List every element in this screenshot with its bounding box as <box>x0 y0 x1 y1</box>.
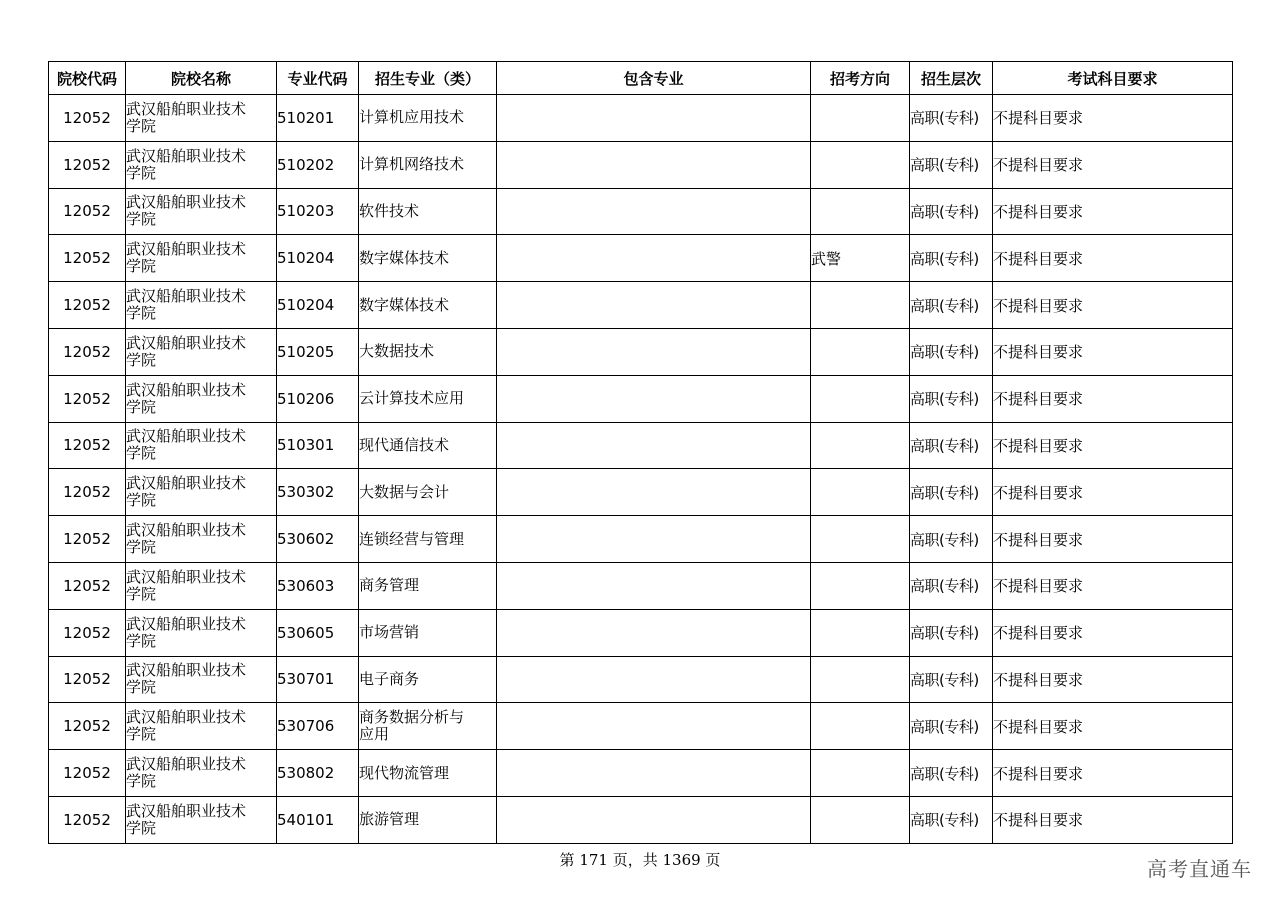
included-majors-cell <box>497 282 811 329</box>
major-code-cell: 510204 <box>277 282 359 329</box>
requirement-cell: 不提科目要求 <box>993 188 1233 235</box>
included-majors-cell <box>497 516 811 563</box>
school-code-cell: 12052 <box>49 703 126 750</box>
level-cell: 高职(专科) <box>910 469 993 516</box>
school-name-cell <box>126 469 277 516</box>
school-name-cell <box>126 609 277 656</box>
major-cell: 大数据技术 <box>359 328 497 375</box>
requirement-cell: 不提科目要求 <box>993 141 1233 188</box>
school-name-line: 武汉船舶职业技术 <box>126 146 247 165</box>
school-code-cell: 12052 <box>49 656 126 703</box>
direction-cell <box>811 516 910 563</box>
col-included-majors: 包含专业 <box>497 62 811 95</box>
table-row <box>49 656 1233 703</box>
school-name-cell <box>126 562 277 609</box>
included-majors-cell <box>497 703 811 750</box>
col-school-name: 院校名称 <box>126 62 277 95</box>
direction-cell <box>811 375 910 422</box>
school-code-cell: 12052 <box>49 328 126 375</box>
included-majors-cell <box>497 95 811 142</box>
major-cell: 市场营销 <box>359 609 497 656</box>
school-name-line: 武汉船舶职业技术 <box>126 521 247 540</box>
level-cell: 高职(专科) <box>910 375 993 422</box>
included-majors-cell <box>497 422 811 469</box>
table-row <box>49 188 1233 235</box>
requirement-cell: 不提科目要求 <box>993 516 1233 563</box>
table-row <box>49 703 1233 750</box>
included-majors-cell <box>497 375 811 422</box>
direction-cell <box>811 703 910 750</box>
school-name-cell <box>126 656 277 703</box>
school-name-cell <box>126 796 277 843</box>
direction-cell <box>811 609 910 656</box>
school-name-line: 武汉船舶职业技术 <box>126 661 247 680</box>
school-name-line: 武汉船舶职业技术 <box>126 193 247 212</box>
level-cell: 高职(专科) <box>910 188 993 235</box>
major-cell: 数字媒体技术 <box>359 282 497 329</box>
school-name-cell <box>126 703 277 750</box>
requirement-cell: 不提科目要求 <box>993 328 1233 375</box>
school-code-cell: 12052 <box>49 516 126 563</box>
included-majors-cell <box>497 188 811 235</box>
level-cell: 高职(专科) <box>910 796 993 843</box>
level-cell: 高职(专科) <box>910 516 993 563</box>
school-name-cell <box>126 516 277 563</box>
school-name-line: 学院 <box>126 444 157 463</box>
major-cell: 现代物流管理 <box>359 750 497 797</box>
school-code-cell: 12052 <box>49 375 126 422</box>
school-name-cell <box>126 422 277 469</box>
table-row <box>49 796 1233 843</box>
direction-cell <box>811 562 910 609</box>
school-name-line: 学院 <box>126 210 157 229</box>
school-name-cell <box>126 375 277 422</box>
table-row <box>49 95 1233 142</box>
major-code-cell: 510202 <box>277 141 359 188</box>
school-code-cell: 12052 <box>49 422 126 469</box>
school-name-cell <box>126 141 277 188</box>
school-code-cell: 12052 <box>49 469 126 516</box>
school-name-line: 武汉船舶职业技术 <box>126 755 247 774</box>
school-name-line: 武汉船舶职业技术 <box>126 380 247 399</box>
direction-cell <box>811 282 910 329</box>
requirement-cell: 不提科目要求 <box>993 609 1233 656</box>
level-cell: 高职(专科) <box>910 656 993 703</box>
watermark: 高考直通车 <box>1147 857 1252 881</box>
requirement-cell: 不提科目要求 <box>993 375 1233 422</box>
level-cell: 高职(专科) <box>910 703 993 750</box>
major-cell: 数字媒体技术 <box>359 235 497 282</box>
included-majors-cell <box>497 562 811 609</box>
major-cell: 计算机应用技术 <box>359 95 497 142</box>
major-code-cell: 510201 <box>277 95 359 142</box>
school-name-line: 学院 <box>126 772 157 791</box>
direction-cell <box>811 469 910 516</box>
school-name-line: 学院 <box>126 350 157 369</box>
school-name-line: 学院 <box>126 818 157 837</box>
major-cell: 连锁经营与管理 <box>359 516 497 563</box>
requirement-cell: 不提科目要求 <box>993 282 1233 329</box>
direction-cell <box>811 656 910 703</box>
school-code-cell: 12052 <box>49 188 126 235</box>
school-name-line: 学院 <box>126 725 157 744</box>
requirement-cell: 不提科目要求 <box>993 656 1233 703</box>
school-name-line: 武汉船舶职业技术 <box>126 240 247 259</box>
included-majors-cell <box>497 235 811 282</box>
requirement-cell: 不提科目要求 <box>993 235 1233 282</box>
school-code-cell: 12052 <box>49 562 126 609</box>
included-majors-cell <box>497 750 811 797</box>
col-requirement: 考试科目要求 <box>993 62 1233 95</box>
school-name-cell <box>126 188 277 235</box>
included-majors-cell <box>497 141 811 188</box>
direction-cell <box>811 141 910 188</box>
table-row <box>49 469 1233 516</box>
included-majors-cell <box>497 656 811 703</box>
level-cell: 高职(专科) <box>910 750 993 797</box>
included-majors-cell <box>497 469 811 516</box>
school-name-cell <box>126 95 277 142</box>
major-code-cell: 510205 <box>277 328 359 375</box>
school-code-cell: 12052 <box>49 235 126 282</box>
major-cell: 电子商务 <box>359 656 497 703</box>
school-name-line: 学院 <box>126 116 157 135</box>
major-code-cell: 530603 <box>277 562 359 609</box>
col-direction: 招考方向 <box>811 62 910 95</box>
school-name-cell <box>126 282 277 329</box>
school-name-line: 学院 <box>126 491 157 510</box>
major-code-cell: 540101 <box>277 796 359 843</box>
major-cell: 商务数据分析与 应用 <box>359 703 497 750</box>
school-name-line: 武汉船舶职业技术 <box>126 567 247 586</box>
school-code-cell: 12052 <box>49 95 126 142</box>
level-cell: 高职(专科) <box>910 562 993 609</box>
major-cell: 现代通信技术 <box>359 422 497 469</box>
level-cell: 高职(专科) <box>910 422 993 469</box>
school-code-cell: 12052 <box>49 141 126 188</box>
major-code-cell: 530701 <box>277 656 359 703</box>
major-code-cell: 530706 <box>277 703 359 750</box>
major-code-cell: 530802 <box>277 750 359 797</box>
school-name-line: 武汉船舶职业技术 <box>126 333 247 352</box>
col-major-code: 专业代码 <box>277 62 359 95</box>
school-code-cell: 12052 <box>49 609 126 656</box>
table-row <box>49 422 1233 469</box>
school-name-line: 武汉船舶职业技术 <box>126 287 247 306</box>
admissions-table <box>48 61 1233 844</box>
major-cell: 商务管理 <box>359 562 497 609</box>
table-row <box>49 282 1233 329</box>
school-name-line: 武汉船舶职业技术 <box>126 614 247 633</box>
school-name-line: 学院 <box>126 584 157 603</box>
direction-cell <box>811 796 910 843</box>
major-cell: 软件技术 <box>359 188 497 235</box>
school-name-line: 武汉船舶职业技术 <box>126 99 247 118</box>
header-row <box>49 62 1233 95</box>
major-code-cell: 510206 <box>277 375 359 422</box>
school-name-line: 学院 <box>126 631 157 650</box>
direction-cell <box>811 750 910 797</box>
direction-cell <box>811 328 910 375</box>
major-code-cell: 510204 <box>277 235 359 282</box>
col-major: 招生专业（类） <box>359 62 497 95</box>
col-school-code: 院校代码 <box>49 62 126 95</box>
direction-cell <box>811 95 910 142</box>
major-code-cell: 530605 <box>277 609 359 656</box>
page-number: 第 171 页，共 1369 页 <box>559 851 721 869</box>
requirement-cell: 不提科目要求 <box>993 469 1233 516</box>
major-cell: 大数据与会计 <box>359 469 497 516</box>
school-name-line: 学院 <box>126 397 157 416</box>
requirement-cell: 不提科目要求 <box>993 562 1233 609</box>
school-name-line: 学院 <box>126 678 157 697</box>
requirement-cell: 不提科目要求 <box>993 750 1233 797</box>
major-code-cell: 510301 <box>277 422 359 469</box>
included-majors-cell <box>497 796 811 843</box>
table-row <box>49 562 1233 609</box>
requirement-cell: 不提科目要求 <box>993 796 1233 843</box>
major-code-cell: 510203 <box>277 188 359 235</box>
col-level: 招生层次 <box>910 62 993 95</box>
table-row <box>49 375 1233 422</box>
requirement-cell: 不提科目要求 <box>993 422 1233 469</box>
school-name-line: 学院 <box>126 257 157 276</box>
table-row <box>49 516 1233 563</box>
school-name-line: 学院 <box>126 163 157 182</box>
direction-cell <box>811 188 910 235</box>
major-cell: 计算机网络技术 <box>359 141 497 188</box>
requirement-cell: 不提科目要求 <box>993 95 1233 142</box>
major-code-cell: 530302 <box>277 469 359 516</box>
major-cell: 旅游管理 <box>359 796 497 843</box>
included-majors-cell <box>497 328 811 375</box>
school-name-line: 武汉船舶职业技术 <box>126 708 247 727</box>
table-row <box>49 235 1233 282</box>
requirement-cell: 不提科目要求 <box>993 703 1233 750</box>
school-code-cell: 12052 <box>49 750 126 797</box>
table-row <box>49 328 1233 375</box>
school-name-cell <box>126 235 277 282</box>
major-code-cell: 530602 <box>277 516 359 563</box>
school-code-cell: 12052 <box>49 796 126 843</box>
included-majors-cell <box>497 609 811 656</box>
major-cell: 云计算技术应用 <box>359 375 497 422</box>
level-cell: 高职(专科) <box>910 609 993 656</box>
school-name-line: 武汉船舶职业技术 <box>126 801 247 820</box>
level-cell: 高职(专科) <box>910 95 993 142</box>
table-row <box>49 141 1233 188</box>
level-cell: 高职(专科) <box>910 141 993 188</box>
level-cell: 高职(专科) <box>910 282 993 329</box>
school-name-line: 武汉船舶职业技术 <box>126 474 247 493</box>
school-name-cell <box>126 750 277 797</box>
school-name-cell <box>126 328 277 375</box>
level-cell: 高职(专科) <box>910 235 993 282</box>
table-row <box>49 750 1233 797</box>
level-cell: 高职(专科) <box>910 328 993 375</box>
direction-cell: 武警 <box>811 235 910 282</box>
school-name-line: 学院 <box>126 304 157 323</box>
school-name-line: 学院 <box>126 538 157 557</box>
school-code-cell: 12052 <box>49 282 126 329</box>
school-name-line: 武汉船舶职业技术 <box>126 427 247 446</box>
direction-cell <box>811 422 910 469</box>
table-row <box>49 609 1233 656</box>
